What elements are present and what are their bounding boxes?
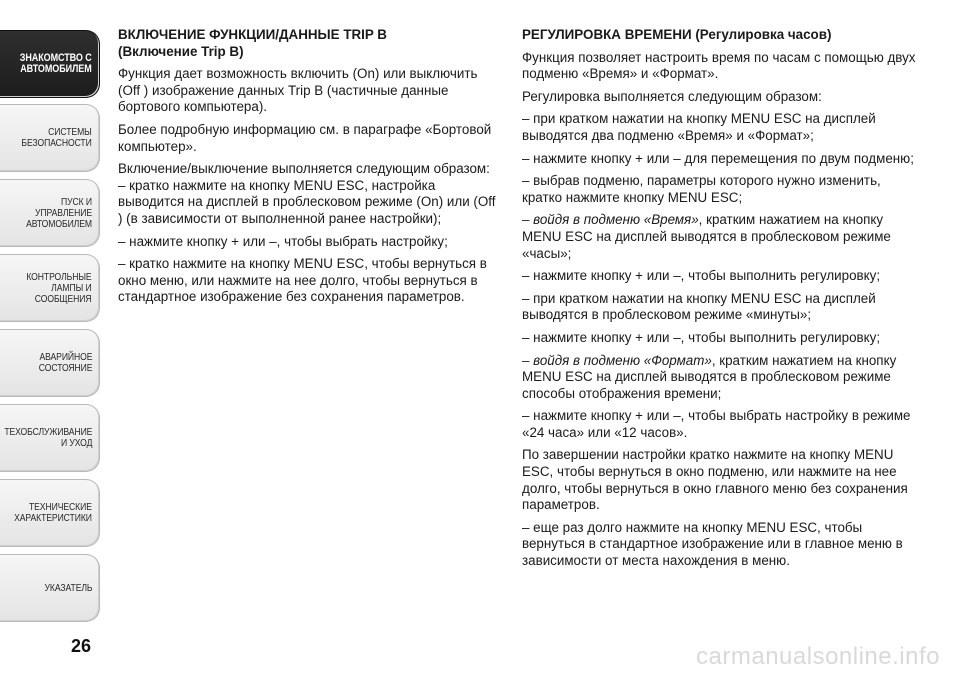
tab-label: ЗНАКОМСТВО С АВТОМОБИЛЕМ [20,52,92,75]
tab-label: ТЕХОБСЛУЖИВАНИЕ И УХОД [3,426,92,449]
section-heading-trip-b [118,27,500,60]
tab-label: ПУСК И УПРАВЛЕНИЕ АВТОМОБИЛЕМ [26,195,93,230]
paragraph: – нажмите кнопку + или –, чтобы выбрать настройку; [118,233,448,249]
paragraph [522,212,922,262]
paragraph: Регулировка выполняется следующим образом: [522,88,822,104]
tab-index[interactable] [0,554,100,622]
right-column [522,27,922,576]
paragraph: – нажмите кнопку + или –, чтобы выполнить регулировку; [522,268,881,284]
tab-technical-specs[interactable] [0,479,100,547]
paragraph: – кратко нажмите на кнопку MENU ESC, чтобы вернуться в окно меню, или нажмите на нее долго, чтобы вернуться в стандартное изображение без сохранения параметров. [118,256,487,305]
watermark: carmanualsonline.info [696,643,940,670]
submenu-reference: – войдя в подменю «Время» [522,212,699,228]
tab-emergency[interactable] [0,329,100,397]
paragraph: – при кратком нажатии на кнопку MENU ESC на дисплей выводятся два подменю «Время» и «Формат»; [522,111,876,143]
heading-line: ВКЛЮЧЕНИЕ ФУНКЦИИ/ДАННЫЕ TRIP B [118,27,387,42]
tab-warning-lights[interactable] [0,254,100,322]
paragraph [522,353,922,403]
paragraph-text: , кратким нажатием на кнопку MENU ESC на дисплей выводятся в проблесковом режиме «часы»; [522,212,891,261]
tab-maintenance[interactable] [0,404,100,472]
paragraph: – еще раз долго нажмите на кнопку MENU ESC, чтобы вернуться в стандартное изображение или в главное меню в зависимости от места нахождения в меню. [522,519,903,569]
submenu-reference: – войдя в подменю «Формат» [522,352,712,368]
paragraph: – нажмите кнопку + или – для перемещения по двум подменю; [522,150,914,166]
section-heading-time-setting: РЕГУЛИРОВКА ВРЕМЕНИ (Регулировка часов) [522,27,832,42]
left-column [118,27,500,312]
tab-label: ТЕХНИЧЕСКИЕ ХАРАКТЕРИСТИКИ [14,501,93,524]
paragraph: Включение/выключение выполняется следующим образом: – кратко нажмите на кнопку MENU ESC, настройка выводится на дисплей в проблесковом режиме (On) или (Off ) (в зависимости от выполненной ранее настройки); [118,161,496,226]
tab-introduction[interactable] [0,30,100,98]
paragraph-text: , кратким нажатием на кнопку MENU ESC на дисплей выводятся в проблесковом режиме способы отображения времени; [522,352,897,401]
tab-label: УКАЗАТЕЛЬ [44,581,92,594]
tab-label: АВАРИЙНОЕ СОСТОЯНИЕ [38,351,92,374]
paragraph: – при кратком нажатии на кнопку MENU ESC на дисплей выводятся в проблесковом режиме «минуты»; [522,290,876,323]
paragraph: – выбрав подменю, параметры которого нужно изменить, кратко нажмите кнопку MENU ESC; [522,173,881,205]
tab-starting-driving[interactable] [0,179,100,247]
paragraph: Более подробную информацию см. в параграфе «Бортовой компьютер». [118,121,492,154]
heading-subline: (Включение Trip B) [118,43,244,59]
tab-safety-systems[interactable] [0,104,100,172]
page-number: 26 [71,636,92,656]
paragraph: Функция позволяет настроить время по часам с помощью двух подменю «Время» и «Формат». [522,49,916,82]
tab-label: СИСТЕМЫ БЕЗОПАСНОСТИ [21,126,92,149]
paragraph: Функция дает возможность включить (On) или выключить (Off ) изображение данных Trip B (частичные данные бортового компьютера). [118,66,478,115]
tab-label: КОНТРОЛЬНЫЕ ЛАМПЫ И СООБЩЕНИЯ [26,270,92,305]
paragraph: По завершении настройки кратко нажмите на кнопку MENU ESC, чтобы вернуться в окно подменю, или нажмите на нее долго, чтобы вернуться в окно главного меню без сохранения параметров. [522,447,908,513]
paragraph: – нажмите кнопку + или –, чтобы выбрать настройку в режиме «24 часа» или «12 часов». [522,408,911,440]
paragraph: – нажмите кнопку + или –, чтобы выполнить регулировку; [522,329,881,345]
